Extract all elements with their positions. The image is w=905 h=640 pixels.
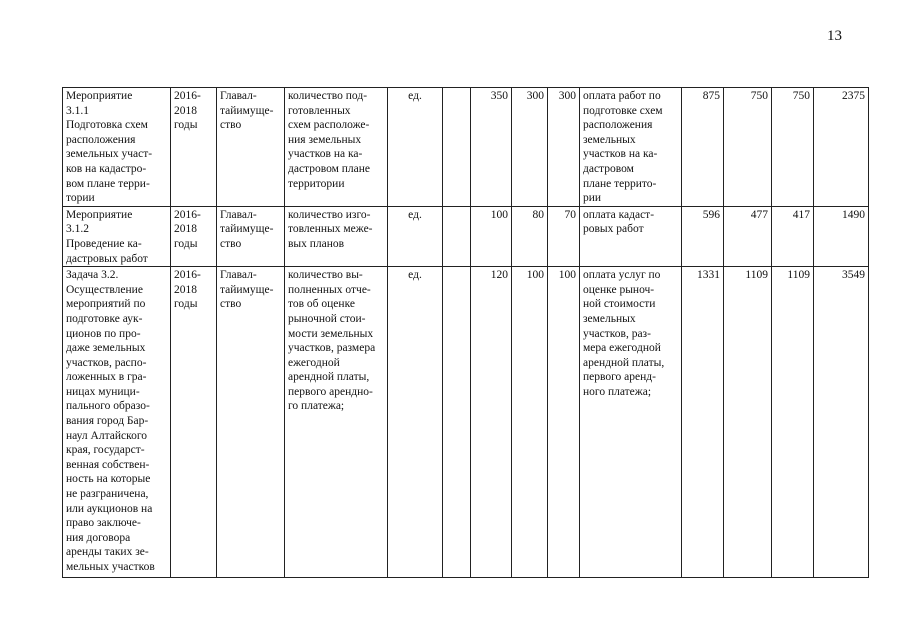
cost-description-cell: оплата работ по подготовке схем расположения земельных участков на ка- дастровом плане террито- рии — [580, 88, 682, 207]
page-number: 13 — [827, 28, 842, 44]
table-row — [63, 206, 869, 266]
executor-cell: Главал- тайимуще- ство — [217, 206, 285, 266]
years-cell: 2016- 2018 годы — [171, 267, 217, 578]
executor-cell: Главал- тайимуще- ство — [217, 267, 285, 578]
value-2016-cell: 120 — [471, 267, 512, 578]
cost-2016-cell: 875 — [682, 88, 724, 207]
cost-description-cell: оплата услуг по оценке рыноч- ной стоимости земельных участков, раз- мера ежегодной арендной платы, первого аренд- ного платежа; — [580, 267, 682, 578]
cost-2017-cell: 1109 — [724, 267, 772, 578]
indicator-cell: количество вы- полненных отче- тов об оценке рыночной стои- мости земельных участков, размера ежегодной арендной платы, первого арендно- го платежа; — [285, 267, 388, 578]
cost-2016-cell: 1331 — [682, 267, 724, 578]
value-2018-cell: 100 — [548, 267, 580, 578]
cost-2017-cell: 750 — [724, 88, 772, 207]
table-row — [63, 267, 869, 578]
years-cell: 2016- 2018 годы — [171, 88, 217, 207]
cost-total-cell: 1490 — [814, 206, 869, 266]
value-2016-cell: 100 — [471, 206, 512, 266]
value-2017-cell: 100 — [512, 267, 548, 578]
indicator-cell: количество изго- товленных меже- вых планов — [285, 206, 388, 266]
cost-2017-cell: 477 — [724, 206, 772, 266]
table-row — [63, 88, 869, 207]
cost-total-cell: 2375 — [814, 88, 869, 207]
cost-description-cell: оплата кадаст- ровых работ — [580, 206, 682, 266]
activity-cell: Задача 3.2. Осуществление мероприятий по подготовке аук- ционов по про- даже земельных участков, распо- ложенных в гра- ницах муници- пального образо- вания город Бар- наул Алтайского края, государст- венная собствен- ность на которые не разграничена, или аукционов на право заключе- ния договора аренды таких зе- мельных участков — [63, 267, 171, 578]
cost-2018-cell: 417 — [772, 206, 814, 266]
activity-cell: Мероприятие 3.1.2 Проведение ка- дастровых работ — [63, 206, 171, 266]
unit-cell: ед. — [388, 206, 443, 266]
value-2018-cell: 300 — [548, 88, 580, 207]
cost-total-cell: 3549 — [814, 267, 869, 578]
cost-2018-cell: 1109 — [772, 267, 814, 578]
cost-2018-cell: 750 — [772, 88, 814, 207]
value-2017-cell: 80 — [512, 206, 548, 266]
years-cell: 2016- 2018 годы — [171, 206, 217, 266]
value-2016-cell: 350 — [471, 88, 512, 207]
blank-cell — [443, 206, 471, 266]
unit-cell: ед. — [388, 88, 443, 207]
indicator-cell: количество под- готовленных схем расположе- ния земельных участков на ка- дастровом плане территории — [285, 88, 388, 207]
blank-cell — [443, 88, 471, 207]
executor-cell: Главал- тайимуще- ство — [217, 88, 285, 207]
value-2018-cell: 70 — [548, 206, 580, 266]
activity-cell: Мероприятие 3.1.1 Подготовка схем расположения земельных участ- ков на кадастро- вом плане терри- тории — [63, 88, 171, 207]
value-2017-cell: 300 — [512, 88, 548, 207]
cost-2016-cell: 596 — [682, 206, 724, 266]
unit-cell: ед. — [388, 267, 443, 578]
program-activities-table — [62, 87, 869, 578]
blank-cell — [443, 267, 471, 578]
